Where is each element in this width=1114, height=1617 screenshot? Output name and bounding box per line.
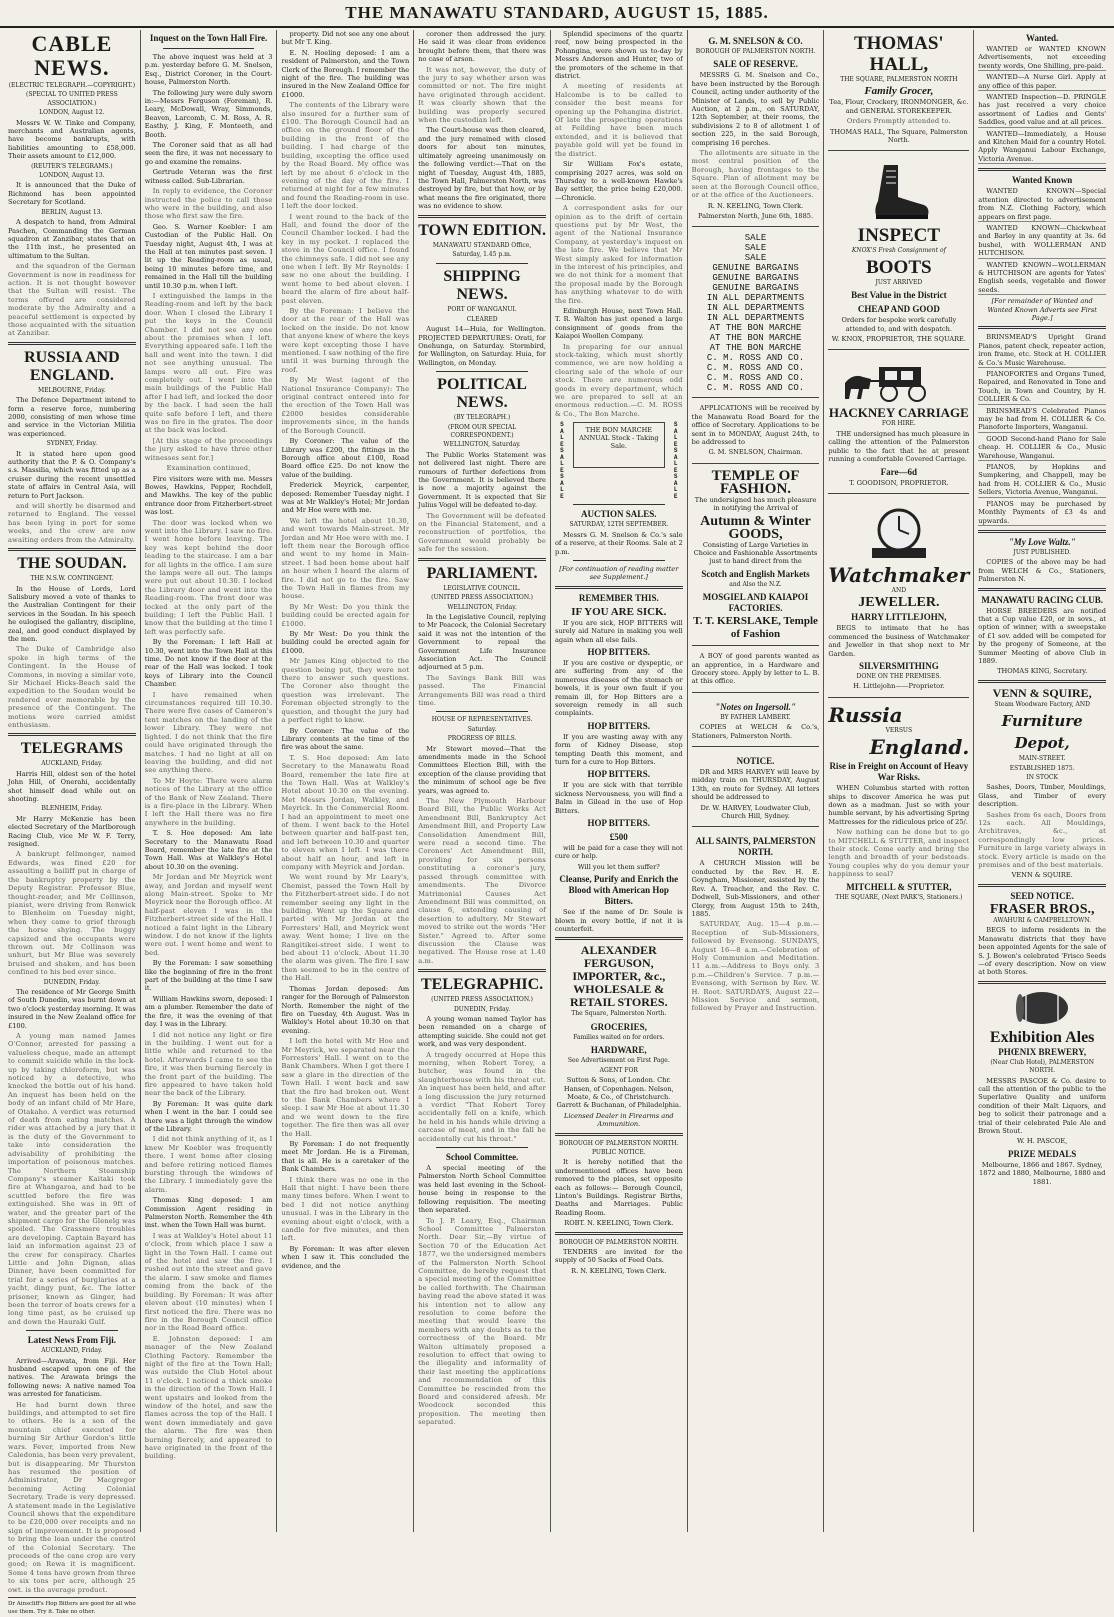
groceries-text: Families waited on for orders. — [573, 1033, 665, 1041]
public-notice-text: It is hereby notified that the undermentioned offices have been removed to the places, set opposite each as follows:— Borough Council, Linton's Buildings. Registrar Births, Deaths and Marriages. Public Reading Room. — [554, 1158, 683, 1217]
masthead: THE MANAWATU STANDARD, AUGUST 15, 1885. — [0, 0, 1114, 28]
temple-and: and Also the N.Z. — [729, 580, 782, 588]
london2-text: It is announced that the Duke of Richmond has been appointed Secretary for Scotland. — [8, 181, 136, 207]
ingersoll-text: COPIES at WELCH & Co.'s, Stationers, Palmerston North. — [691, 723, 820, 740]
bargains-list — [692, 233, 820, 393]
mitchell-name: MITCHELL & STUTTER, — [846, 881, 952, 892]
family-grocer: Family Grocer, — [864, 85, 934, 98]
columns — [4, 30, 1110, 1616]
fiji-text: Arrived—Arawata, from Fiji. Her husband escaped upon one of the natives. The Arawata brings the following news: A native named Toa was arrested for fanaticism. — [8, 1356, 136, 1399]
political-sub: (BY TELEGRAPH.) — [453, 414, 511, 422]
ingersoll-ad — [692, 696, 820, 747]
wanted-known-item: WANTED KNOWN—Chickwheat and Barley in any quantity at 3s. 6d bushel, with WOLLERMAN AND HUTCHISON. — [978, 223, 1107, 258]
applications-ad — [692, 401, 820, 463]
reward-amount: £500 — [609, 832, 628, 843]
inquest-cont-p4: Frederick Meyrick, carpenter, deposed: Remember Tuesday night. I was at Mr Walkley's Hotel; Mr Jordan and Mr Hoe were with me. — [281, 481, 410, 515]
school-committee-text: A special meeting of the Palmerston North School Committee was held last evening in the School-house being in response to the following requisition. The meeting then separated. — [418, 1164, 546, 1215]
bargain-line: AT THE BON MARCHE — [709, 343, 802, 354]
main-street: MAIN-STREET. — [1018, 755, 1066, 763]
thomas-hall-sub: THE SQUARE, PALMERSTON NORTH — [840, 76, 958, 83]
fraser-text: BEGS to inform residents in the Manawatu districts that they have been appointed Agents for the sale of S. J. Bowen's celebrated 'Frisco Seeds—of every description. Now on view at both Stores. — [978, 926, 1107, 977]
hardware-heading: HARDWARE, — [590, 1045, 647, 1056]
phoenix-heading: PHŒNIX BREWERY, — [998, 1046, 1087, 1057]
racing-sign: THOMAS KING, Secretary. — [997, 667, 1088, 676]
inquest-end-p2: The Court-house was then cleared, and the jury remained with closed doors for about ten minutes, ultimately agreeing unanimously on the following verdict:—That on the night of Tuesday, August 4th, 1885, the Town Hall, Palmerston North, was destroyed by fire, but that how, or by what means the fire originated, there was no evidence to show. — [418, 126, 546, 211]
groceries-heading: GROCERIES, — [590, 1021, 647, 1032]
borough-heading-2: BOROUGH OF PALMERSTON NORTH. — [558, 1238, 679, 1246]
inquest-cont-p8: By Foreman: I do not frequently meet Mr Jordan. He is a Fireman, that is all. He is a caretaker of the Bank Chambers. — [281, 1140, 410, 1174]
piano-list — [978, 333, 1106, 526]
legislative-sub: (UNITED PRESS ASSOCIATION.) — [431, 594, 533, 602]
inquest-p6: Fire visitors were with me. Messrs Bowes, Hawkins, Pepper, Rochdell, and Mawkhs. The key of the public entrance door from Fitzherbert-street was lost. — [144, 474, 273, 517]
england-word: England. — [869, 735, 970, 760]
wanted-known-heading: Wanted Known — [1012, 175, 1073, 186]
london-dateline: LONDON, August 12. — [39, 109, 105, 117]
inquest-p1: The above inquest was held at 3 p.m. yesterday before G. M. Snelson, Esq., District Coroner, in the Court-house, Palmerston North. — [144, 53, 273, 87]
column-5: Splendid specimens of the quartz reef, now being prospected in the Pohangina, were shown us to-day by Messrs Anderson and Hunter, two of the promoters of the scheme in that district. A meeting of residents at Halcombe is to be called to consider the best means for opening up the Pohangina district. Of late the prospecting operations at Feilding have been much extended, and it is believed that payable gold will yet be found in the district. Sir William Fox's estate, comprising 2027 acres, was sold on Thursday to a well-known Hawke's Bay settler, the price being £20,000.—Chronicle. A correspondent asks for our opinion as to the drift of certain questions put by Mr West, the agent of the National Insurance Company, at yesterday's inquest on the late fire. We believe that Mr West simply asked for information in the interest of his principles, and we do not think for a moment that the proposal made by the Borough has anything whatever to do with the fire. Edinburgh House, next Town Hall. T. R. Walton has just opened a large consignment of goods from the Kaiapoi Woollen Company. In preparing for our annual stock-taking, which must shortly commence, we are now holding a clearing sale of the whole of our stock. There are numerous odd goods in every department, which we are prepared to sell at an enormous reduction.—C. M. ROSS & Co., The Bon Marche. S A L E S A L E S A L E THE BON MARCHE ANNUAL Stock - Taking Sale. S A L E S A L E S A L E AUCTION SALES. SATURDAY, 12TH SEPTEMBER. Messrs G. M. Snelson & Co.'s sale of a reserve, at their Rooms. Sale at 2 p.m. [For continuation of reading matter see Supplement.] REMEMBER THIS. IF YOU ARE SICK. If you are sick, HOP BITTERS will surely aid Nature in making you well again when all else fails. HOP BITTERS. If you are costive or dyspeptic, or are suffering from any of the numerous diseases of the stomach or bowels, it is your own fault if you remain ill, for Hop Bitters are a sovereign remedy in all such complaints. HOP BITTERS. If you are wasting away with any form of Kidney Disease, stop tempting Death this moment, and turn for a cure to Hop Bitters. HOP BITTERS. If you are sick with that terrible sickness Nervousness, you will find a Balm in Gilead in the use of Hop Bitters. HOP BITTERS. £500 will be paid for a case they will not cure or help. Will you let them suffer? Cleanse, Purify and Enrich the Blood with American Hop Bitters. See if the name of Dr. Soule is blown in every bottle, if not it is counterfeit. ALEXANDER FERGUSON, IMPORTER, &c., WHOLESALE & RETAIL STORES. The Square, Palmerston North. GROCERIES, Families waited on for orders. HARDWARE, See Advertisement on First Page. AGENT FOR Sutton & Sons, of London. Chr. Hansen, of Copenhagen. Nelson, Moate, & Co., of Christchurch. Garrett & Buchanan, of Philadelphia. Licensed Dealer in Firearms and Ammunition. BOROUGH OF PALMERSTON NORTH. PUBLIC NOTICE. It is hereby notified that the undermentioned offices have been removed to the places, set opposite each as follows:— Borough Council, Linton's Buildings. Registrar Births, Deaths and Marriages. Public Reading Room. ROBT. N. KEELING, Town Clerk. BOROUGH OF PALMERSTON NORTH. TENDERS are invited for the supply of 50 Sacks of Feed Oats. R. N. KEELING, Town Clerk. — [551, 30, 688, 1532]
exhibition-ales-heading: Exhibition Ales — [989, 1028, 1095, 1046]
silversmithing-sub: DONE ON THE PREMISES. — [856, 672, 942, 680]
parliament-heading: PARLIAMENT. — [426, 564, 538, 582]
bargain-line: SALE — [744, 233, 767, 244]
dunedin-dateline: DUNEDIN, Friday. — [43, 978, 100, 986]
wanted-list — [978, 45, 1106, 164]
wanted-known-list — [978, 187, 1106, 295]
inquest-cont-p2: E. N. Hoeling deposed: I am a resident of Palmerston, and the Town Clerk of the Borough. I remember the night of the fire. The building was insured in the New Zealand Office for £1000. — [281, 48, 410, 99]
town-edition-office: MANAWATU STANDARD Office, — [432, 241, 532, 249]
melbourne-text: The Defence Department intend to form a reserve force, numbering 2000, consisting of men whose time and service in the Victorian Militia was experienced. — [8, 396, 136, 438]
political-sub2: (FROM OUR SPECIAL CORRESPONDENT.) — [447, 423, 517, 439]
for-hire: FOR HIRE. — [881, 420, 916, 428]
legislative-heading: LEGISLATIVE COUNCIL. — [443, 584, 521, 592]
bargain-line: GENUINE BARGAINS — [712, 283, 799, 294]
hop-bitters-heading-4: HOP BITTERS. — [587, 818, 651, 829]
temple-heading: TEMPLE OF FASHION. — [711, 467, 800, 497]
bargain-line: C. M. ROSS AND CO. — [706, 353, 805, 364]
inquest-p9: By the Foreman: I saw something like the beginning of fire in the front part of the building at the time I saw it. — [144, 959, 273, 993]
established: ESTABLISHED 1875. — [1009, 764, 1075, 772]
in-stock: IN STOCK — [1026, 774, 1058, 781]
inquest-p11: By Foreman: It was quite dark when I went in the bar. I could see there was a light through the window of the Library. — [144, 1099, 273, 1133]
fiji-heading: Latest News From Fiji. — [27, 1335, 117, 1346]
inquest-cont-p7: Thomas Jordan deposed: Am ranger for the Borough of Palmerston North. Remember the night of the fire on Tuesday, 4th August. Was in Walkley's Hotel about 10.30 on that evening. — [281, 984, 410, 1035]
waltz-sub: JUST PUBLISHED. — [1013, 548, 1071, 556]
phoenix-sub: (Near Club Hotel), PALMERSTON NORTH. — [990, 1058, 1094, 1075]
racing-text: HORSE BREEDERS are notified that a Cup value £20, or in sovs., at option of winner, with a sweepstake of £1 sov. added will be competed for by the progeny of Someone, at the Summer Meeting of above Club in 1889. — [978, 606, 1107, 665]
watchmaker-ad — [828, 497, 969, 698]
legislative-dateline: WELLINGTON, Friday. — [447, 603, 517, 611]
seed-heading: SEED NOTICE. — [1010, 890, 1074, 901]
bargain-line: IN ALL DEPARTMENTS — [706, 303, 805, 314]
political-heading: POLITICAL NEWS. — [437, 376, 527, 412]
blenheim-dateline: BLENHEIM, Friday. — [41, 805, 103, 813]
port-subheading: PORT OF WANGANUI. — [447, 306, 517, 314]
hop-bitters-heading-1: HOP BITTERS. — [587, 646, 651, 657]
clock-icon — [864, 504, 934, 560]
bargain-line: C. M. ROSS AND CO. — [706, 363, 805, 374]
remember-heading: REMEMBER THIS. — [578, 592, 659, 603]
sick-heading: IF YOU ARE SICK. — [571, 605, 667, 618]
auction-heading: AUCTION SALES. — [581, 509, 657, 520]
fare: Fare—6d — [880, 466, 918, 477]
inquest-p8: T. S. Hoe deposed: Am late Secretary to the Manawatu Road Board, remember the late fire at the Town Hall. Was at Walkley's Hotel about 10.30 on the evening. — [144, 829, 273, 871]
ale-text: MESSRS PASCOE & Co. desire to call the attention of the public to the Superlative Quality and uniform condition of their Malt Liquors, and beg to solicit their patronage and a trial of their celebrated Pale Ale and Brown Stout. — [978, 1076, 1107, 1135]
boot-icon — [864, 161, 934, 221]
temple-ad — [692, 467, 820, 646]
hackney-text: THE undersigned has much pleasure in calling the attention of the Palmerston public to the fact that he at present running a comfortable Covered Carriage. — [828, 429, 970, 464]
tenders-text: TENDERS are invited for the supply of 50 Sacks of Feed Oats. — [554, 1248, 683, 1265]
local-p2: Sir William Fox's estate, comprising 2027 acres, was sold on Thursday to a well-known Hawke's Bay settler, the price being £20,000.—Chronicle. — [554, 160, 683, 202]
temple-sub: The undersigned has much pleasure in notifying the Arrival of — [694, 495, 817, 513]
bargain-line: SALE — [744, 253, 767, 264]
snelson-heading: G. M. SNELSON & CO. — [708, 36, 803, 46]
fraser-sub: AWAHURI & CAMPBELLTOWN. — [993, 916, 1092, 924]
inquest-cont-p6: By Coroner: The value of the Library contents at the time of the fire was about the same. — [281, 726, 410, 752]
fraser-heading: FRASER BROS., — [989, 901, 1095, 917]
hop-text-4: If you are sick with that terrible sickness Nervousness, you will find a Balm in Gilead in the use of Hop Bitters. — [554, 781, 683, 815]
applications-text: APPLICATIONS will be received by the Manawatu Road Board for the office of Secretary. Applications to be sent in to MONDAY, August 24th, to be addressed to — [691, 404, 820, 446]
wanted-known-item: WANTED KNOWN—Special attention directed to advertisement from N.Z. Clothing Factory, which appears on first page. — [978, 187, 1107, 221]
public-notice-sign: ROBT. N. KEELING, Town Clerk. — [564, 1219, 674, 1228]
notice-heading: NOTICE. — [736, 756, 775, 767]
best-value: Best Value in the District — [851, 290, 947, 301]
temple-big: Autumn & Winter GOODS, — [700, 513, 811, 542]
cable-news-heading: CABLE NEWS. — [31, 31, 113, 80]
snelson-ad: G. M. SNELSON & CO. BOROUGH OF PALMERSTON NORTH. SALE OF RESERVE. MESSRS G. M. Snelson and Co., have been instructed by the Borough Council, acting under authority of the Minister of Lands, to sell by Public Auction, at 2 p.m., on SATURDAY, 12th September, at their rooms, the subdivisions 2 to 8 of allotment 1 of section 225, in the said Borough, comprising 16 perches. The allotments are situate in the most central position of the Borough, having frontages to the Square. Plan of allotment may be seen at the Borough Council office, or at the office of the Auctioneers. R. N. KEELING, Town Clerk. Palmerston North, June 6th, 1885. — [692, 30, 820, 227]
venn-sign: VENN & SQUIRE. — [1011, 871, 1073, 880]
inquest-cont-p9: By Foreman: It was after eleven when I saw it. This concluded the evidence, and the — [281, 1244, 410, 1270]
hackney-heading: HACKNEY CARRIAGE — [828, 405, 969, 421]
soudan-heading: THE SOUDAN. — [17, 555, 127, 573]
column-2: Inquest on the Town Hall Fire. The above inquest was held at 3 p.m. yesterday before G. M. Snelson, Esq., District Coroner, in the Court-house, Palmerston North. The following jury were duly sworn in:—Messrs Ferguson (Foreman), R. Leary, McDowall, Wray, Simmonds, Beaven, Larcomb, C. M. Ross, A. R. Easthy, J. King, F. Monteeth, and Booth. The Coroner said that as all had seen the fire, it was not necessary to go and examine the remains. Gertrude Veteran was the first witness called. Sub-Librarian. In reply to evidence, the Coroner instructed the police to call those who were in the building, and also those who first saw the fire. Geo. S. Warner Koebler: I am Custodian of the Public Hall. On Tuesday night, August 4th, I was at the Hall at ten minutes past seven. I lit up the Reading-room as usual, being 10 minutes before time, and remained in the Hall till the building until 10.30 p.m. when I left. I extinguished the lamps in the Reading-room and left by the back door. When I closed the Library I put the keys in the Council Chamber. I did not see any one about the premises when I left. Everything appeared safe. I left the hall and went into the town. I did not see anything unusual. The lamps were all out. Fire was completely out. I went into the main buildings of the Public Hall after I had left, and locked the door by the back. I had seen the hall quite safe before I left, and there was no fire in the grates. The door at the back was locked. [At this stage of the proceedings the jury asked to have three other witnesses sent for.] Examination continued, Fire visitors were with me. Messrs Bowes, Hawkins, Pepper, Rochdell, and Mawkhs. The key of the public entrance door from Fitzherbert-street was lost. The door was locked when we went into the Library. I saw no fire. I went home before leaving. The key was kept behind the door leading to the staircase. I am a bar for all lights in the office. I am sure the lamps were all out. The lamps were put out about 10.30. I locked the Library door and went into the Reading-room. The front door was locked at the only part of the building; I left the Public Hall. I know that the building at the time I left was perfectly safe. By the Foreman: I left Hall at 10.30, went into the Town Hall at this time. Do not know if the door at the rear of the Hall was locked. I took keys of Library into the Council Chamber. I have remained when circumstances required till 10.30. There were five cases of Cameron's tent matches on the landing of the lower Library. They were not lighted. I do not think that the fire could have originated through the matches. I had no light at all on leaving the building, and did not see anything there. To Mr Hoyte: There were alarm notices of the Library at the office of the Bank of New Zealand. There is a fire-place in the Library. When I left the Hall there was no fire anywhere in the building. T. S. Hoe deposed: Am late Secretary to the Manawatu Road Board, remember the late fire at the Town Hall. Was at Walkley's Hotel about 10.30 on the evening. Mr Jordan and Mr Meyrick went away, and Jordan and myself went along Main-street. Spoke to Mr Meyrick near the Borough office. At half-past eleven I was in the Fitzherbert-street side of the Hall. I noticed a faint light in the Library window. I do not know if the lights were out. I went home and went to bed. By the Foreman: I saw something like the beginning of fire in the front part of the building at the time I saw it. William Hawkins sworn, deposed: I am a plumber. Remember the date of the fire, it was the evening of that day. I was in the Library. I did not notice any light or fire in the building. I went out for a little while and returned to the hotel. Afterwards I came to see the fire, it was then burning fiercely in the front part of the building. The fire appeared to have taken hold near the back of the Library. By Foreman: It was quite dark when I went in the bar. I could see there was a light through the window of the Library. I did not think anything of it, as I knew Mr Koebler was frequently there. I went home after closing and before retiring noticed flames bursting through the windows of the Library. I immediately gave the alarm. Thomas King deposed: I am Commission Agent residing in Palmerston North. Remember the 4th inst. when the Town Hall was burnt. I was at Walkley's Hotel about 11 o'clock, from which place I saw a light in the Town Hall. I came out of the hotel and saw the fire. I rushed out into the street and gave the alarm. I saw smoke and flames coming from the back of the building. By Foreman: It was after eleven about (10 minutes) when I first noticed the fire. There was no fire in the Borough Council office nor in the Road Board office. E. Johnston deposed: I am manager of the New Zealand Clothing Factory. Remember the night of the fire at the Town Hall; was outside the Club Hotel about 11 o'clock. I noticed a thick smoke in the direction of the Town Hall. I went upstairs and looked from the window of the hotel, and saw the flames across the top of the Hall. I went down immediately and gave the alarm. The fire was then burning fiercely, and appeared to have originated in the front of the building. — [141, 30, 278, 1532]
wanted-item: WANTED or WANTED KNOWN Advertisements, not exceeding twenty words, One Shilling, pre-paid. — [978, 45, 1107, 70]
telegraphic-sub: (UNITED PRESS ASSOCIATION.) — [431, 996, 533, 1004]
inquest-p12: Thomas King deposed: I am Commission Agent residing in Palmerston North. Remember the 4th inst. when the Town Hall was burnt. — [144, 1196, 273, 1230]
wanted-item: WANTED—Immediately, a House and Kitchen Maid for a country Hotel. Apply Wanganui Labour Exchange, Victoria Avenue. — [978, 129, 1107, 163]
waltz-heading: "My Love Waltz." — [1008, 536, 1076, 547]
ferguson-address: The Square, Palmerston North. — [571, 1010, 667, 1018]
town-edition-heading: TOWN EDITION. — [418, 221, 546, 239]
venn-text: Sashes, Doors, Timber, Mouldings, Glass, and Timber of every description. — [978, 783, 1107, 809]
bargain-line: GENUINE BARGAINS — [712, 273, 799, 284]
wanted-known-item: WANTED KNOWN—WOLLERMAN & HUTCHISON are agents for Yates' English seeds, vegetable and flower seeds. — [978, 260, 1107, 294]
tenders-sign: R. N. KEELING, Town Clerk. — [571, 1266, 667, 1275]
progress-heading: PROGRESS OF BILLS. — [447, 735, 517, 743]
prize-medals: PRIZE MEDALS — [1008, 1148, 1077, 1159]
bargain-line: AT THE BON MARCHE — [709, 333, 802, 344]
bargain-line: AT THE BON MARCHE — [709, 323, 802, 334]
hackney-ad — [828, 353, 969, 493]
london2-dateline: LONDON, August 13. — [39, 172, 105, 180]
temple-mosgiel: MOSGIEL AND KAIAPOI FACTORIES. — [702, 592, 809, 614]
nsw-contingent: THE N.S.W. CONTINGENT. — [30, 575, 114, 583]
watch-and: AND — [891, 586, 907, 594]
bon-marche-sale-ad — [692, 230, 820, 398]
blenheim-text: Mr Harry McKenzie has been elected Secretary of the Marlborough Racing Club, vice Mr W. F. Terry, resigned. — [8, 814, 136, 849]
snelson-borough: BOROUGH OF PALMERSTON NORTH. — [695, 48, 816, 55]
public-notice-heading: PUBLIC NOTICE. — [591, 1148, 646, 1156]
local-p1: Splendid specimens of the quartz reef, now being prospected in the Pohangina, were shown us to-day by Messrs Anderson and Hunter, two of the promoters of the scheme in that district. — [554, 30, 683, 81]
sale-reserve-sign: R. N. KEELING, Town Clerk. — [707, 201, 804, 210]
column-7 — [824, 30, 974, 1532]
thomas-hall-ad: THOMAS' HALL, THE SQUARE, PALMERSTON NORTH Family Grocer, Tea, Flour, Crockery, IRONMONGER, &c. and GENERAL STOREKEEPER. Orders Promptly attended to. THOMAS HALL, The Square, Palmerston North. — [828, 30, 969, 151]
silversmithing-heading: SILVERSMITHING — [859, 660, 939, 671]
sale-reserve-text: MESSRS G. M. Snelson and Co., have been instructed by the Borough Council, acting under authority of the Minister of Lands, to sell by Public Auction, at 2 p.m., on SATURDAY, 12th September, at their rooms, the subdivisions 2 to 8 of allotment 1 of section 225, in the said Borough, comprising 16 perches. — [691, 71, 820, 147]
piano-ad-item: PIANOS may be purchased by Monthly Payments of £3 4s and upwards. — [978, 499, 1107, 525]
venn-heading: VENN & SQUIRE, — [992, 685, 1092, 700]
ingersoll-by: BY FATHER LAMBERT. — [720, 713, 791, 721]
inquest-heading: Inquest on the Town Hall Fire. — [149, 33, 268, 43]
hop-bitters-heading-3: HOP BITTERS. — [587, 769, 651, 780]
piano-ad-item: BRINSMEAD'S Upright Grand Pianos, patent check, repeater action, iron frame, etc. Stock at H. COLLIER & Co.'s Music Warehouse. — [978, 333, 1107, 367]
watch-text: BEGS to intimate that he has commenced the business of Watchmaker and Jeweller in that shop next to Mr Garden. — [828, 624, 970, 658]
dunedin-text: The residence of Mr George Smith of South Dunedin, was burnt down at two o'clock yesterday morning. It was insured in the New Zealand office for £100. — [8, 987, 136, 1030]
continuation-note: [For continuation of reading matter see Supplement.] — [559, 564, 679, 582]
sale-reserve-date: Palmerston North, June 6th, 1885. — [697, 211, 814, 220]
wanted-known-note: [For remainder of Wanted and Wanted Known Adverts see First Page.] — [987, 297, 1097, 322]
column-1: CABLE NEWS. (ELECTRIC TELEGRAPH.—COPYRIGHT.) (SPECIAL TO UNITED PRESS ASSOCIATION.) LONDON, August 12. Messrs W. W. Tinke and Company, merchants and Australian agents, have become bankrupts, with liabilities amounting to £58,000. Their assets amount to £12,000. (REUTER'S TELEGRAMS.) LONDON, August 13. It is announced that the Duke of Richmond has been appointed Secretary for Scotland. BERLIN, August 13. A despatch to hand, from Admiral Paschen, Commanding the German squadron at Zanzibar, states that on the 11th inst., he presented an ultimatum to the Sultan. and the squadron of the German Government is now in readiness for action. It is not thought however that the Sultan will resist. The terms offered are considered moderate by the Admiralty and a peaceful settlement is expected by those acquainted with the situation at Zanzibar. RUSSIA AND ENGLAND. MELBOURNE, Friday. The Defence Department intend to form a reserve force, numbering 2000, consisting of men whose time and service in the Victorian Militia was experienced. SYDNEY, Friday. It is stated here upon good authority that the P. & O. Company's s.s. Massilia, which was fitted up as a cruiser during the recent unsettled state of affairs in Central Asia, will return to Port Jackson. and will shortly be disarmed and returned to England. The vessel has been lying in port for some weeks, and the crew are now awaiting orders from the Admiralty. THE SOUDAN. THE N.S.W. CONTINGENT. In the House of Lords, Lord Salisbury moved a vote of thanks to the Australian Contingent for their services in the Soudan. In his speech he eulogised the gallantry, discipline, zeal, and good conduct displayed by the men. The Duke of Cambridge also spoke in high terms of the Contingent. In the House of Commons, in moving a similar vote, Sir Michael Hicks-Beach said the expedition to the Soudan would be rendered ever memorable by the presence of the Contingent. The motions were carried amidst enthusiasm. TELEGRAMS AUCKLAND, Friday. Harris Hill, oldest son of the hotel John Hill, of Onerahi, accidentally shot himself dead while out on shooting. BLENHEIM, Friday. Mr Harry McKenzie has been elected Secretary of the Marlborough Racing Club, vice Mr W. F. Terry, resigned. A bankrupt fellmonger, named Edwards, was fined £20 for assaulting a bailiff put in charge of the bankruptcy property by the Deputy Registrar. Professor Blue, thought-reader, and Mr Collinson, pianist, were driving from Renwick to Blenheim on Tuesday night, when they came to grief through the horse shying. The buggy capsized and the occupants were thrown out. Mr Collinson was unhurt, but Mr Blue was severely bruised and shaken, and has been confined to his bed ever since. DUNEDIN, Friday. The residence of Mr George Smith of South Dunedin, was burnt down at two o'clock yesterday morning. It was insured in the New Zealand office for £100. A young man named James O'Connor, arrested for passing a valueless cheque, made an attempt to commit suicide while in the lock-up by taking chloroform, but was noticed by a detective, who knocked the bottle out of his hand. An inquest has been held on the body of an infant child of Mr Hare, of Otakaho. A verdict was returned of death from eating matches. A rider was attached by a jury that it is the duty of the Government to take into consideration the advisability of prohibiting the importation of poisonous matches. The Northern Steamship Company's steamer Kaitaki took fire at Whangaroa, and had to be scuttled before the fire was extinguished. She was in 9ft of water, and the greater part of the shipment cargo for the Glenelg was spoiled. The Grassmere troubles are developing. Captain Bayard has laid an information against 23 of the crew for conspiracy. Charles Little and John Dignan, alias Dinner, have been committed for trial for a series of burglaries at a yacht, dingy punt, &c. The latter prisoner, known as Ginger, had been the terror of boats crews for a long time past, as he cruised up and down the Hauraki Gulf. Latest News From Fiji. AUCKLAND, Friday. Arrived—Arawata, from Fiji. Her husband escaped upon one of the natives. The Arawata brings the following news: A native named Toa was arrested for fanaticism. He had burnt down three buildings, and attempted to set fire to others. He is a son of the mountain chief executed for burning Sir Arthur Gordon's little wars. Fever, imported from New Caledonia, has been very prevalent, but is disappearing. Mr Thurston has resumed the position of Administrator, Dr Macgregor becoming Acting Colonial Secretary. Trade is very depressed. A statement made in the Legislative Council shows that the expenditure to be £20,000 over receipts and no sign of improvement. It is proposed to bring the loan under the control of the Colonial Secretary. The proceeds of the cane crop are very good; on Rewa it is magnificent. Some 4 tons have grown from three to six tons per acre, although 25 owt. is the average product. Dr Ainscliff's Hop Bitters are good for all who use them. Try it. Take no other. — [4, 30, 141, 1532]
versus-word: VERSUS — [885, 726, 913, 734]
carriage-icon — [839, 359, 959, 403]
thomas-hall-sign: THOMAS HALL, The Square, Palmerston North. — [830, 127, 968, 145]
hop-text-3: If you are wasting away with any form of Kidney Disease, stop tempting Death this moment, and turn for a cure to Hop Bitters. — [554, 732, 683, 766]
hop-text-2: If you are costive or dyspeptic, or are suffering from any of the numerous diseases of the stomach or bowels, it is your own fault if you remain ill, for Hop Bitters are a sovereign remedy in all such complaints. — [554, 658, 683, 718]
inquest-p4: Gertrude Veteran was the first witness called. Sub-Librarian. — [144, 168, 273, 185]
melbourne-dateline: MELBOURNE, Friday. — [37, 386, 106, 394]
thomas-hall-heading: THOMAS' HALL, — [853, 33, 944, 75]
littlejohn-name: HARRY LITTLEJOHN, — [851, 612, 947, 623]
boy-ad — [692, 649, 820, 693]
hardware-text: See Advertisement on First Page. — [567, 1057, 670, 1065]
town-edition-time: Saturday, 1.45 p.m. — [452, 250, 512, 258]
piano-ad-item: GOOD Second-hand Piano for Sale cheap. H. COLLIER & Co., Music Warehouse, Wanganui. — [978, 434, 1107, 460]
berlin-dateline: BERLIN, August 13. — [41, 208, 103, 216]
cable-sub: (ELECTRIC TELEGRAPH.—COPYRIGHT.) — [8, 82, 136, 89]
boots-heading: BOOTS — [866, 256, 932, 278]
rise-text: WHEN Columbus started with rotten ships to discover America he was put down as a madman. Just so with your humble servant, by his advertising Spring Mattresses for the ridiculous price of 25/. — [828, 784, 970, 826]
boy-text: A BOY of good parents wanted as an apprentice, in a Hardware and Grocery store. Apply by letter to L. B. at this office. — [691, 652, 820, 686]
saints-text: A CHURCH Mission will be conducted by the Rev. H. E. Goyngham, Missioner, assisted by the Rev. A. Treacher, and the Rev. C. Dodwell, Sub-Missioners, and other Clergy, from August 15th to 24th, 1885. — [691, 859, 820, 918]
sydney-dateline: SYDNEY, Friday. — [46, 440, 98, 448]
just-arrived: JUST ARRIVED — [875, 278, 923, 286]
inquest-p7: By the Foreman: I left Hall at 10.30, went into the Town Hall at this time. Do not know if the door at the rear of the Hall was locked. I took keys of Library into the Council Chamber. — [144, 638, 273, 689]
piano-ad-item: PIANOS, by Hopkins and Sumpkering, and Chappell, may be had from H. COLLIER & Co., Music Sellers, Victoria Avenue, Wanganui. — [978, 463, 1107, 497]
inquest-p5: Geo. S. Warner Koebler: I am Custodian of the Public Hall. On Tuesday night, August 4th, I was at the Hall at ten minutes past seven. I lit up the Reading-room as usual, being 10 minutes before time, and remained in the Hall till the building until 10.30 p.m. when I left. — [144, 222, 273, 290]
political-text: The Public Works Statement was not delivered last night. There are rumours of further defections from the Government. It is believed there is now a majority against the Government. It is expected that Sir Julius Vogel will be defeated to-day. — [418, 450, 546, 510]
watchmaker-heading: Watchmaker — [828, 562, 970, 587]
family-text: Tea, Flour, Crockery, IRONMONGER, &c. and GENERAL STOREKEEPER. — [829, 98, 969, 115]
piano-ad-item: PIANOFORTES and Organs Tuned, Repaired, and Renovated in Tone and Touch, in Town and Country, by H. COLLIER & Co. — [978, 370, 1107, 404]
bargain-line: C. M. ROSS AND CO. — [706, 383, 805, 394]
temple-text: Consisting of Large Varieties in Choice and Fashionable Assortments just to hand direct from the — [693, 540, 818, 566]
bargain-line: GENUINE BARGAINS — [712, 263, 799, 274]
telegraphic-heading: TELEGRAPHIC. — [420, 976, 544, 994]
racing-heading: MANAWATU RACING CLUB. — [981, 594, 1103, 605]
agent-text: Sutton & Sons, of London. Chr. Hansen, of Copenhagen. Nelson, Moate, & Co., of Christchurch. Garrett & Buchanan, of Philadelphia. — [556, 1076, 682, 1110]
shipping-text: August 14—Huia, for Wellington. PROJECTED DEPARTURES: Orati, for Onehunga, on Saturday. Stormbird, for Wellington, on Saturday. Huia, for Wellington, on Monday. — [418, 325, 546, 367]
wanted-heading: Wanted. — [1026, 33, 1059, 43]
saints-ad: ALL SAINTS, PALMERSTON NORTH. A CHURCH Mission will be conducted by the Rev. H. E. Goyngham, Missioner, assisted by the Rev. A. Treacher, and the Rev. C. Dodwell, Sub-Missioners, and other Clergy, from August 15th to 24th, 1885. SATURDAY, Aug. 15—4 p.m.—Reception of Sub-Missioners, followed by Evensong. SUNDAYS, August 16—8 a.m.—Celebration of Holy Communion and Meditation. 11 a.m.—Address to Boys only. 3 p.m.—Children's Service. 7 p.m.—Evensong, with Sermon by Rev. W. H. Root. SATURDAYS, August 22—Mission Service and sermon, followed by Prayer and Instruction. — [691, 836, 820, 1013]
inquest-p2: The following jury were duly sworn in:—Messrs Ferguson (Foreman), R. Leary, McDowall, Wray, Simmonds, Beaven, Larcomb, C. M. Ross, A. R. Easthy, J. King, F. Monteeth, and Booth. — [144, 88, 273, 139]
column-8: Wanted. WANTED or WANTED KNOWN Advertisements, not exceeding twenty words, One Shilling, pre-paid. WANTED—A Nurse Girl. Apply at any office of this paper. WANTED Inspection—D. PRINGLE has just received a very choice assortment of Ladies and Gents' Saddles, good value and at all prices. WANTED—Immediately, a House and Kitchen Maid for a country Hotel. Apply Wanganui Labour Exchange, Victoria Avenue. Wanted Known WANTED KNOWN—Special attention directed to advertisement from N.Z. Clothing Factory, which appears on first page. WANTED KNOWN—Chickwheat and Barley in any quantity at 3s. 6d bushel, with WOLLERMAN AND HUTCHISON. WANTED KNOWN—WOLLERMAN & HUTCHISON are agents for Yates' English seeds, vegetable and flower seeds. [For remainder of Wanted and Wanted Known Adverts see First Page.] BRINSMEAD'S Upright Grand Pianos, patent check, repeater action, iron frame, etc. Stock at H. COLLIER & Co.'s Music Warehouse. PIANOFORTES and Organs Tuned, Repaired, and Renovated in Tone and Touch, in Town and Country, by H. COLLIER & Co. BRINSMEAD'S Celebrated Pianos may be had from H. COLLIER & Co. Pianoforte Importers, Wanganui. GOOD Second-hand Piano for Sale cheap. H. COLLIER & Co., Music Warehouse, Wanganui. PIANOS, by Hopkins and Sumpkering, and Chappell, may be had from H. COLLIER & Co., Music Sellers, Victoria Avenue, Wanganui. PIANOS may be purchased by Monthly Payments of £3 4s and upwards. "My Love Waltz." JUST PUBLISHED. COPIES of the above may be had from WELCH & Co., Stationers, Palmerston N. MANAWATU RACING CLUB. HORSE BREEDERS are notified that a Cup value £20, or in sovs., at option of winner, with a sweepstake of £1 sov. added will be competed for by the progeny of Someone, at the Summer Meeting of above Club in 1889. THOMAS KING, Secretary. VENN & SQUIRE, Steam Woodware Factory, AND Furniture Depot, MAIN-STREET. ESTABLISHED 1875. IN STOCK Sashes, Doors, Timber, Mouldings, Glass, and Timber of every description. Sashes from 6s each, Doors from 12s each. All Mouldings, Architraves, &c., at correspondingly low prices. Furniture in large variety always in stock. Every article is made on the premises and of the best materials. VENN & SQUIRE. SEED NOTICE. FRASER BROS., AWAHURI & CAMPBELLTOWN. BEGS to inform residents in the Manawatu districts that they have been appointed Agents for the sale of S. J. Bowen's celebrated 'Frisco Seeds—of every description. Now on view at both Stores. Exhibition Ales PHŒNIX BREWERY, (Near Club Hotel), PALMERSTON NORTH. MESSRS PASCOE & Co. desire to call the attention of the public to the Superlative Quality and uniform condition of their Malt Liquors, and beg to solicit their patronage and a trial of their celebrated Pale Ale and Brown Stout. W. H. PASCOE, PRIZE MEDALS Melbourne, 1866 and 1867. Sydney, 1872 and 1880, Melbourne, 1880 and 1881. — [978, 33, 1107, 1186]
inquest-cont-p1: property. Did not see any one about but Mr T. King. — [281, 30, 410, 47]
fiji-dateline: AUCKLAND, Friday. — [41, 1347, 103, 1355]
pascoe-name: W. H. PASCOE, — [1017, 1137, 1068, 1146]
house-heading: HOUSE OF REPRESENTATIVES. — [431, 716, 533, 724]
cleared-subheading: CLEARED — [466, 315, 498, 323]
column-3: property. Did not see any one about but Mr T. King. E. N. Hoeling deposed: I am a resident of Palmerston, and the Town Clerk of the Borough. I remember the night of the fire. The building was insured in the New Zealand Office for £1000. The contents of the Library were also insured for a further sum of £100. The Borough Council had an office on the ground floor of the building in the front of the building. I had charge of the building, excepting the office used by the Road Board. My office was left by me about 6 o'clock in the evening of the day of the fire. I returned at night for a few minutes and found the Reading-room in use. I left the door locked. I went round to the back of the Hall, and found the door of the Council Chamber locked. I had the key in my pocket. I replaced the stove in the Council office. I found the chimneys safe. I did not see any one when I left. By Mr Reynolds: I saw no one about the building. I went home to bed about eleven. I heard the alarm of fire about half-past eleven. By the Foreman: I believe the door at the rear of the Hall was locked on the inside. Do not know that anyone knew of where the keys were kept excepting those I have mentioned. I saw nothing of the fire until it was burning through the roof. By Mr West (agent of the National Insurance Company): The original contract entered into for the erection of the Town Hall was £2000 besides considerable improvements since, in the hands of the Borough Council. By Coroner: The value of the Library was £200, the fittings in the Borough office about £100, Road Board office £25. Do not know the value of the building. Frederick Meyrick, carpenter, deposed: Remember Tuesday night. I was at Mr Walkley's Hotel; Mr Jordan and Mr Hoe were with me. We left the hotel about 10.30, and went towards Main-street. Mr Jordan and Mr Hoe were with me. I left them near the Borough office and went to my home in Main-street. I had been home about half an hour when I heard the alarm of fire. I did not go to the fire. Saw the Town Hall in flames from my house. By Mr West: Do you think the building could be erected again for £1000. By Mr West: Do you think the building could be erected again for £1000. Mr James King objected to the question being put, they were not there to answer such questions. The Coroner also thought the question was irrelevant. The Foreman objected strongly to the question, and thought the jury had a perfect right to know. By Coroner: The value of the Library contents at the time of the fire was about the same. T. S. Hoe deposed: Am late Secretary to the Manawatu Road Board, remember the late fire at the Town Hall. Was at Walkley's Hotel about 10.30 on the evening. Met Messrs Jordan, Walkley, and Meyrick. In the Commercial Room. I had an appointment to meet one of them. I went back to the Hotel between quarter and half-past ten, and left between 10.30 and quarter to eleven when I left. I was there about half an hour, and left in company with Meyrick and Jordan. We went round by Mr Leary's, Chemist, passed the Town Hall by the Fitzherbert-street side. I do not remember seeing any light in the building. Went up the Square and parted with Mr Jordan at the Forresters' Hall, and Meyrick went away. Went home; I live on the Rangitikei-street side. I went to bed about 11 o'clock. About 11.30 the alarm was given. The fire I saw then seemed to be in the centre of the Hall. Thomas Jordan deposed: Am ranger for the Borough of Palmerston North. Remember the night of the fire on Tuesday, 4th August. Was in Walkley's Hotel about 10.30 on that evening. I left the hotel with Mr Hoe and Mr Meyrick, we separated near the Forresters' Hall. I went on to the Bank Chambers. When I got there I saw a glare in the direction of the Town Hall. I went back and saw that the fire had broken out. Went to the Bank Chambers where I sleep. I saw Mr Hoe at about 11.30 and we went down to the fire together. The fire then was all over the Hall. By Foreman: I do not frequently meet Mr Jordan. He is a Fireman, that is all. He is a caretaker of the Bank Chambers. I think there was no one in the Hall that night. I have been there many times before. When I went to bed I did not notice anything unusual. I was in the Library in the evening about eight o'clock, with a candle for five minutes, and then left. By Foreman: It was after eleven when I saw it. This concluded the evidence, and the — [277, 30, 414, 1532]
agent-heading: AGENT FOR — [599, 1066, 638, 1074]
house-dateline: Saturday. — [467, 725, 497, 733]
london-text: Messrs W. W. Tinke and Company, merchants and Australian agents, have become bankrupts, with liabilities amounting to £58,000. Their assets amount to £12,000. — [8, 118, 136, 161]
sydney-text: It is stated here upon good authority that the P. & O. Company's s.s. Massilia, which was fitted up as a cruiser during the recent unsettled state of affairs in Central Asia, will return to Port Jackson. — [8, 449, 136, 500]
soudan-text: In the House of Lords, Lord Salisbury moved a vote of thanks to the Australian Contingent for their services in the Soudan. In his speech he eulogised the gallantry, discipline, zeal, and good conduct displayed by the men. — [8, 584, 136, 643]
bargain-line: IN ALL DEPARTMENTS — [706, 313, 805, 324]
notice-text: DR and MRS HARVEY will leave by midday train on THURSDAY, August 13th, en route for Sydney. All letters should be addressed to — [691, 768, 820, 802]
shipping-heading: SHIPPING NEWS. — [443, 268, 521, 304]
local-p3: Edinburgh House, next Town Hall. T. R. Walton has just opened a large consignment of goods from the Kaiapoi Woollen Company. — [554, 307, 683, 341]
silversmithing-sign: H. Littlejohn——Proprietor. — [853, 682, 945, 691]
russia-england-ad: Russia VERSUS England. Rise in Freight on Account of Heavy War Risks. WHEN Columbus started with rotten ships to discover America he was put down as a madman. Just so with your humble servant, by his advertising Spring Mattresses for the ridiculous price of 25/. Now nothing can be done but to go to MITCHELL & STUTTER, and inspect their stock. Come early and bring the length and breadth of your bedsteads. Young couples why do you demur your happiness to seal? MITCHELL & STUTTER, THE SQUARE, (Next PARK'S, Stationers.) — [828, 702, 970, 901]
inquest-cont-p5: By Mr West: Do you think the building could be erected again for £1000. — [281, 630, 410, 655]
bargain-line: IN ALL DEPARTMENTS — [706, 293, 805, 304]
venn-sub: Steam Woodware Factory, AND — [994, 700, 1090, 708]
auction-text: Messrs G. M. Snelson & Co.'s sale of a reserve, at their Rooms. Sale at 2 p.m. — [554, 530, 683, 556]
inquest-p10: William Hawkins sworn, deposed: I am a plumber. Remember the date of the fire, it was the evening of that day. I was in the Library. — [144, 994, 273, 1029]
hop-text-1: If you are sick, HOP BITTERS will surely aid Nature in making you well again when all else fails. — [554, 618, 683, 644]
notice-ad — [692, 750, 820, 827]
cleanse-heading: Cleanse, Purify and Enrich the Blood with American Hop Bitters. — [559, 874, 679, 907]
waltz-text: COPIES of the above may be had from WELCH & Co., Stationers, Palmerston N. — [978, 558, 1107, 584]
inquest-end-p1: coroner then addressed the jury. He said it was clear from evidence brought before them, that there was no case of arson. — [418, 30, 546, 64]
hackney-sign: T. GOODISON, PROPRIETOR. — [849, 478, 949, 487]
knox-ad — [828, 154, 969, 350]
borough-heading: BOROUGH OF PALMERSTON NORTH. — [558, 1139, 679, 1147]
column-6 — [688, 30, 825, 1532]
knox-text: Orders for bespoke work carefully attended to, and with despatch. — [841, 316, 957, 333]
telegraphic-text: A young woman named Taylor has been remanded on a charge of attempting suicide. She could not get work, and was very despondent. — [418, 1014, 546, 1049]
column-4: coroner then addressed the jury. He said it was clear from evidence brought before them, that there was no case of arson. It was not, however, the duty of the jury to say whether arson was committed or not. The fire might have originated through accident. It was clearly shown that the building was properly secured when the custodian left. The Court-house was then cleared, and the jury remained with closed doors for about ten minutes, ultimately agreeing unanimously on the following verdict:—That on the night of Tuesday, August 4th, 1885, the Town Hall, Palmerston North, was destroyed by fire, but that how, or by what means the fire originated, there was no evidence to show. TOWN EDITION. MANAWATU STANDARD Office, Saturday, 1.45 p.m. SHIPPING NEWS. PORT OF WANGANUI. CLEARED August 14—Huia, for Wellington. PROJECTED DEPARTURES: Orati, for Onehunga, on Saturday. Stormbird, for Wellington, on Saturday. Huia, for Wellington, on Monday. POLITICAL NEWS. (BY TELEGRAPH.) (FROM OUR SPECIAL CORRESPONDENT.) WELLINGTON, Saturday. The Public Works Statement was not delivered last night. There are rumours of further defections from the Government. It is believed there is now a majority against the Government. It is expected that Sir Julius Vogel will be defeated to-day. The Government will be defeated on the Financial Statement, and a reconstruction of portfolios, the Government would probably be safe for the session. PARLIAMENT. LEGISLATIVE COUNCIL. (UNITED PRESS ASSOCIATION.) WELLINGTON, Friday. In the Legislative Council, replying to Mr Peacock, the Colonial Secretary said it was not the intention of the Government to repeal the Government Life Insurance Association Act. The Council adjourned at 5 p.m. The Savings Bank Bill was passed. The Financial Arrangements Bill was read a third time. HOUSE OF REPRESENTATIVES. Saturday. PROGRESS OF BILLS. Mr Stewart moved—That the amendments made in the School Committees Election Bill, with the exception of the clause providing that the minimum of school age be five years, was agreed to. The New Plymouth Harbour Board Bill, the Public Works Act Amendment Bill, Bankruptcy Act Amendment Bill, and Property Law Consolidation Amendment Bill, were read a second time. The Coroners' Act Amendment Bill, providing for six persons constituting a coroner's jury, passed through committee with amendments. The Divorce Matrimonial Causes Act Amendment Bill was committed, on clause 6, extending causing of desertion to adultery. Mr Stewart moved to strike out the words "Her Sister." Agreed to. After some discussion the Clause was negatived. The House rose at 1.40 a.m. TELEGRAPHIC. (UNITED PRESS ASSOCIATION.) DUNEDIN, Friday. A young woman named Taylor has been remanded on a charge of attempting suicide. She could not get work, and was very despondent. A tragedy occurred at Hope this morning, when Robert Torey, a butcher, was found in the slaughterhouse with his throat cut. An inquest has been held, and after a long discussion the jury returned a verdict "That Robert Torey accidentally fell on a knife, which he held in his hands while driving a carcase of meat, and in the fall he accidentally cut his throat." School Committee. A special meeting of the Palmerston North School Committee was held last evening in the School-house being in response to the following requisition. The meeting then separated. To J. P. Leary, Esq., Chairman School Committee Palmerston North. Dear Sir,—By virtue of Section 70 of the Education Act 1877, we the undersigned members of the Palmerston North School Committee, do hereby request that a special meeting of the Committee be called forthwith. The Chairman having read the above stated it was his intention not to allow any resolution to come before the meeting that would leave the members with any doubts as to the correctness of the Board. Mr Walton ultimately proposed a resolution to effect that owing to the illegality and informality of their last meeting the applications and recommendation of this Committee be rescinded from the Board and considered afresh. Mr Woodcock seconded this proposition. The meeting then separated. — [414, 30, 551, 1532]
auction-date: SATURDAY, 12TH SEPTEMBER. — [569, 521, 669, 529]
column1-footnote: Dr Ainscliff's Hop Bitters are good for all who use them. Try it. Take no other. — [8, 1597, 136, 1617]
legislative-text: In the Legislative Council, replying to Mr Peacock, the Colonial Secretary said it was not the intention of the Government to repeal the Government Life Insurance Association Act. The Council adjourned at 5 p.m. — [418, 612, 546, 672]
bon-marche-box: THE BON MARCHE ANNUAL Stock - Taking Sale. — [573, 422, 665, 468]
cheap-good: CHEAP AND GOOD — [857, 304, 940, 315]
temple-markets: Scotch and English Markets — [701, 568, 810, 579]
telegrams-heading: TELEGRAMS — [20, 740, 123, 758]
licensed-text: Licensed Dealer in Firearms and Ammunition. — [563, 1111, 674, 1129]
prize-text: Melbourne, 1866 and 1867. Sydney, 1872 and 1880, Melbourne, 1880 and 1881. — [979, 1160, 1106, 1186]
rise-heading: Rise in Freight on Account of Heavy War Risks. — [829, 761, 969, 783]
cable-sub2: (SPECIAL TO UNITED PRESS ASSOCIATION.) — [26, 91, 118, 107]
sale-reserve-heading: SALE OF RESERVE. — [713, 59, 798, 70]
reuter-sub: (REUTER'S TELEGRAMS.) — [31, 162, 113, 170]
hop-bitters-heading-2: HOP BITTERS. — [587, 720, 651, 731]
ferguson-heading: ALEXANDER FERGUSON, IMPORTER, &c., WHOLESALE & RETAIL STORES. — [570, 943, 668, 1010]
ingersoll-heading: "Notes on Ingersoll." — [715, 701, 796, 712]
notice-sign: Dr. W. HARVEY, Loudwater Club, Church Hill, Sydney. — [700, 803, 811, 821]
knox-sign: W. KNOX, PROPRIETOR, THE SQUARE. — [831, 335, 966, 344]
telegrams-text: Harris Hill, oldest son of the hotel John Hill, of Onerahi, accidentally shot himself dead while out on shooting. — [8, 769, 136, 804]
saints-heading: ALL SAINTS, PALMERSTON NORTH. — [695, 836, 816, 858]
auckland-dateline: AUCKLAND, Friday. — [41, 760, 103, 768]
inspect-heading: INSPECT — [857, 225, 941, 247]
knox-sub: KNOX'S Fresh Consignment of — [851, 247, 946, 255]
russia-england-heading: RUSSIA AND ENGLAND. — [24, 348, 120, 384]
political-dateline: WELLINGTON, Saturday. — [443, 441, 521, 449]
inquest-cont-p3: By Coroner: The value of the Library was £200, the fittings in the Borough office about £100, Road Board office £25. Do not know the value of the building. — [281, 437, 410, 479]
kerslake: T. T. KERSLAKE, Temple of Fashion — [693, 615, 818, 641]
russia-word: Russia — [828, 702, 903, 727]
berlin-text: A despatch to hand, from Admiral Paschen, Commanding the German squadron at Zanzibar, states that on the 11th inst., he presented an ultimatum to the Sultan. — [8, 218, 136, 260]
wanted-item: WANTED Inspection—D. PRINGLE has just received a very choice assortment of Ladies and Gents' Saddles, good value and at all prices. — [978, 93, 1107, 127]
bargain-line: SALE — [744, 243, 767, 254]
furniture-heading: Furniture Depot, — [1001, 712, 1083, 753]
piano-ad-item: BRINSMEAD'S Celebrated Pianos may be had from H. COLLIER & Co. Pianoforte Importers, Wanganui. — [978, 406, 1107, 432]
suffer-question: Will you let them suffer? — [577, 862, 660, 871]
school-committee-heading: School Committee. — [445, 1152, 519, 1163]
applications-sign: G. M. SNELSON, Chairman. — [708, 448, 803, 457]
jeweller-heading: JEWELLER. — [858, 595, 940, 611]
barrel-icon — [1014, 988, 1070, 1028]
house-text: Mr Stewart moved—That the amendments made in the School Committees Election Bill, with the exception of the clause providing that the minimum of school age be five years, was agreed to. — [418, 744, 546, 795]
telegraphic-dateline: DUNEDIN, Friday. — [453, 1005, 511, 1013]
bargain-line: C. M. ROSS AND CO. — [706, 373, 805, 384]
reward-text: will be paid for a case they will not cure or help. — [554, 844, 683, 861]
wanted-item: WANTED—A Nurse Girl. Apply at any office of this paper. — [978, 73, 1107, 90]
mitchell-address: THE SQUARE, (Next PARK'S, Stationers.) — [835, 893, 963, 901]
cleanse-note: See if the name of Dr. Soule is blown in every bottle, if not it is counterfeit. — [554, 908, 683, 934]
inquest-p3: The Coroner said that as all had seen the fire, it was not necessary to go and examine the remains. — [144, 141, 273, 166]
